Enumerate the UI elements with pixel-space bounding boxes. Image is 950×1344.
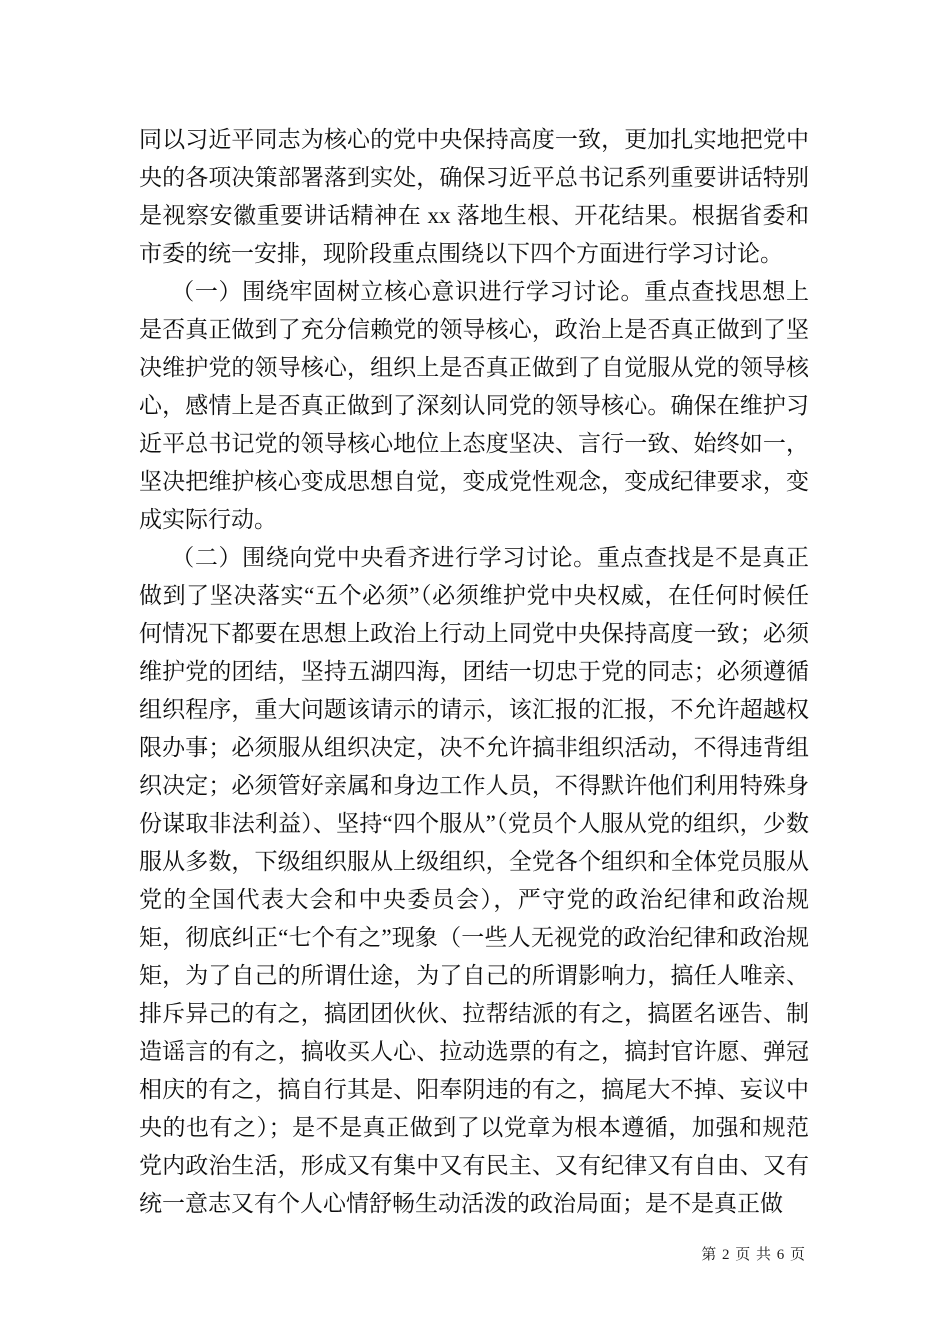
paragraph-item-1: （一）围绕牢固树立核心意识进行学习讨论。重点查找思想上是否真正做到了充分信赖党的领导核心，政治上是否真正做到了坚决维护党的领导核心，组织上是否真正做到了自觉服从党的领导核心，感情上是否真正做到了深刻认同党的领导核心。确保在维护习近平总书记党的领导核心地位上态度坚决、言行一致、始终如一，坚决把维护核心变成思想自觉，变成党性观念，变成纪律要求，变成实际行动。 [139, 279, 809, 532]
paragraph-continuation: 同以习近平同志为核心的党中央保持高度一致，更加扎实地把党中央的各项决策部署落到实处，确保习近平总书记系列重要讲话特别是视察安徽重要讲话精神在 xx 落地生根、开花结果。根据省委和市委的统一安排，现阶段重点围绕以下四个方面进行学习讨论。 [139, 127, 809, 266]
paragraph-item-2: （二）围绕向党中央看齐进行学习讨论。重点查找是不是真正做到了坚决落实“五个必须”（必须维护党中央权威，在任何时候任何情况下都要在思想上政治上行动上同党中央保持高度一致；必须维护党的团结，坚持五湖四海，团结一切忠于党的同志；必须遵循组织程序，重大问题该请示的请示，该汇报的汇报，不允许超越权限办事；必须服从组织决定，决不允许搞非组织活动，不得违背组织决定；必须管好亲属和身边工作人员，不得默许他们利用特殊身份谋取非法利益）、坚持“四个服从”（党员个人服从党的组织，少数服从多数，下级组织服从上级组织，全党各个组织和全体党员服从党的全国代表大会和中央委员会），严守党的政治纪律和政治规矩，彻底纠正“七个有之”现象（一些人无视党的政治纪律和政治规矩，为了自己的所谓仕途，为了自己的所谓影响力，搞任人唯亲、排斥异己的有之，搞团团伙伙、拉帮结派的有之，搞匿名诬告、制造谣言的有之，搞收买人心、拉动选票的有之，搞封官许愿、弹冠相庆的有之，搞自行其是、阳奉阴违的有之，搞尾大不掉、妄议中央的也有之）；是不是真正做到了以党章为根本遵循，加强和规范党内政治生活，形成又有集中又有民主、又有纪律又有自由、又有统一意志又有个人心情舒畅生动活泼的政治局面；是不是真正做 [139, 545, 809, 1216]
document-body [139, 121, 809, 1223]
page-number: 第 2 页 共 6 页 [701, 1247, 806, 1263]
